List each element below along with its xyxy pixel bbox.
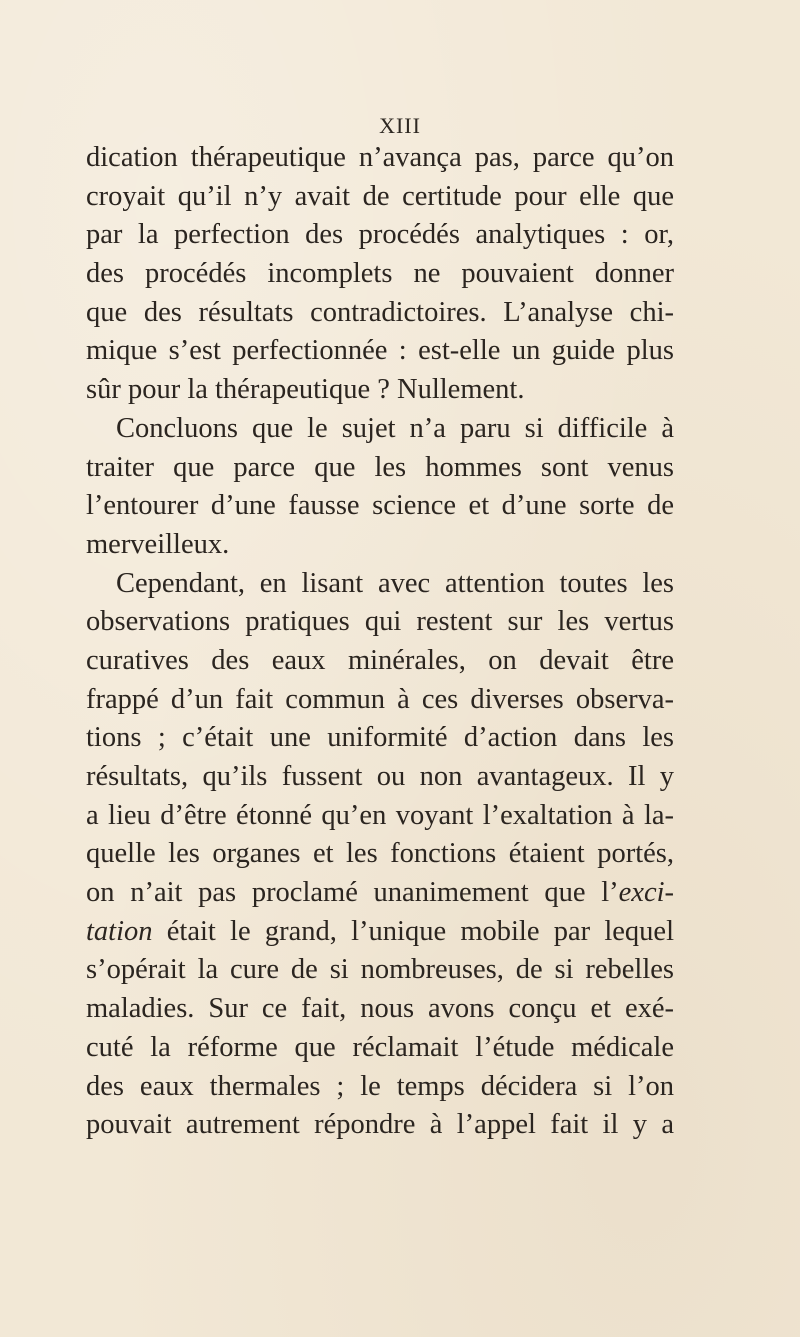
text-line-23: maladies. Sur ce fait, nous avons conçu et exé-	[86, 993, 674, 1025]
text-line-16: tions ; c’était une uniformité d’action dans les	[86, 722, 674, 754]
text-line-26: pouvait autrement répondre à l’appel fait il y a	[86, 1109, 674, 1141]
text-line-8: Concluons que le sujet n’a paru si difficile à	[116, 412, 674, 444]
text-line-19: quelle les organes et les fonctions étaient portés,	[86, 838, 674, 870]
text-line-21	[86, 913, 674, 952]
text-line-17: résultats, qu’ils fussent ou non avantageux. Il y	[86, 761, 674, 792]
text-line-2: croyait qu’il n’y avait de certitude pour elle que	[86, 180, 674, 212]
text-line-15: frappé d’un fait commun à ces diverses observa-	[86, 683, 674, 715]
text-line-21-roman: était le grand, l’unique mobile par lequel	[152, 915, 674, 947]
text-line-12: Cependant, en lisant avec attention toutes les	[116, 567, 674, 599]
text-line-13: observations pratiques qui restent sur les vertus	[86, 606, 674, 638]
body-text	[86, 139, 674, 1145]
text-line-9: traiter que parce que les hommes sont venus	[86, 451, 674, 483]
text-line-6: mique s’est perfectionnée : est-elle un guide plus	[86, 335, 674, 367]
text-line-20-roman: on n’ait pas proclamé unanimement que l’	[86, 877, 619, 909]
text-line-20-italic: exci-	[618, 877, 674, 909]
text-line-4: des procédés incomplets ne pouvaient donner	[86, 258, 674, 290]
text-line-21-italic: tation	[86, 915, 153, 947]
text-line-3: par la perfection des procédés analytiques : or,	[86, 219, 674, 251]
text-line-14: curatives des eaux minérales, on devait être	[86, 644, 674, 676]
text-line-5: que des résultats contradictoires. L’analyse chi-	[86, 296, 674, 328]
text-line-7: sûr pour la thérapeutique ? Nullement.	[86, 374, 525, 406]
text-line-18: a lieu d’être étonné qu’en voyant l’exaltation à la-	[86, 799, 674, 831]
page-number: XIII	[379, 113, 421, 138]
text-line-24: cuté la réforme que réclamait l’étude médicale	[86, 1031, 674, 1063]
text-line-22: s’opérait la cure de si nombreuses, de si rebelles	[86, 954, 674, 986]
text-line-11: merveilleux.	[86, 528, 230, 560]
text-line-25: des eaux thermales ; le temps décidera si l’on	[86, 1070, 674, 1102]
text-line-20	[86, 874, 674, 913]
text-line-1: dication thérapeutique n’avança pas, parce qu’on	[86, 142, 674, 173]
text-line-10: l’entourer d’une fausse science et d’une sorte de	[86, 490, 674, 522]
